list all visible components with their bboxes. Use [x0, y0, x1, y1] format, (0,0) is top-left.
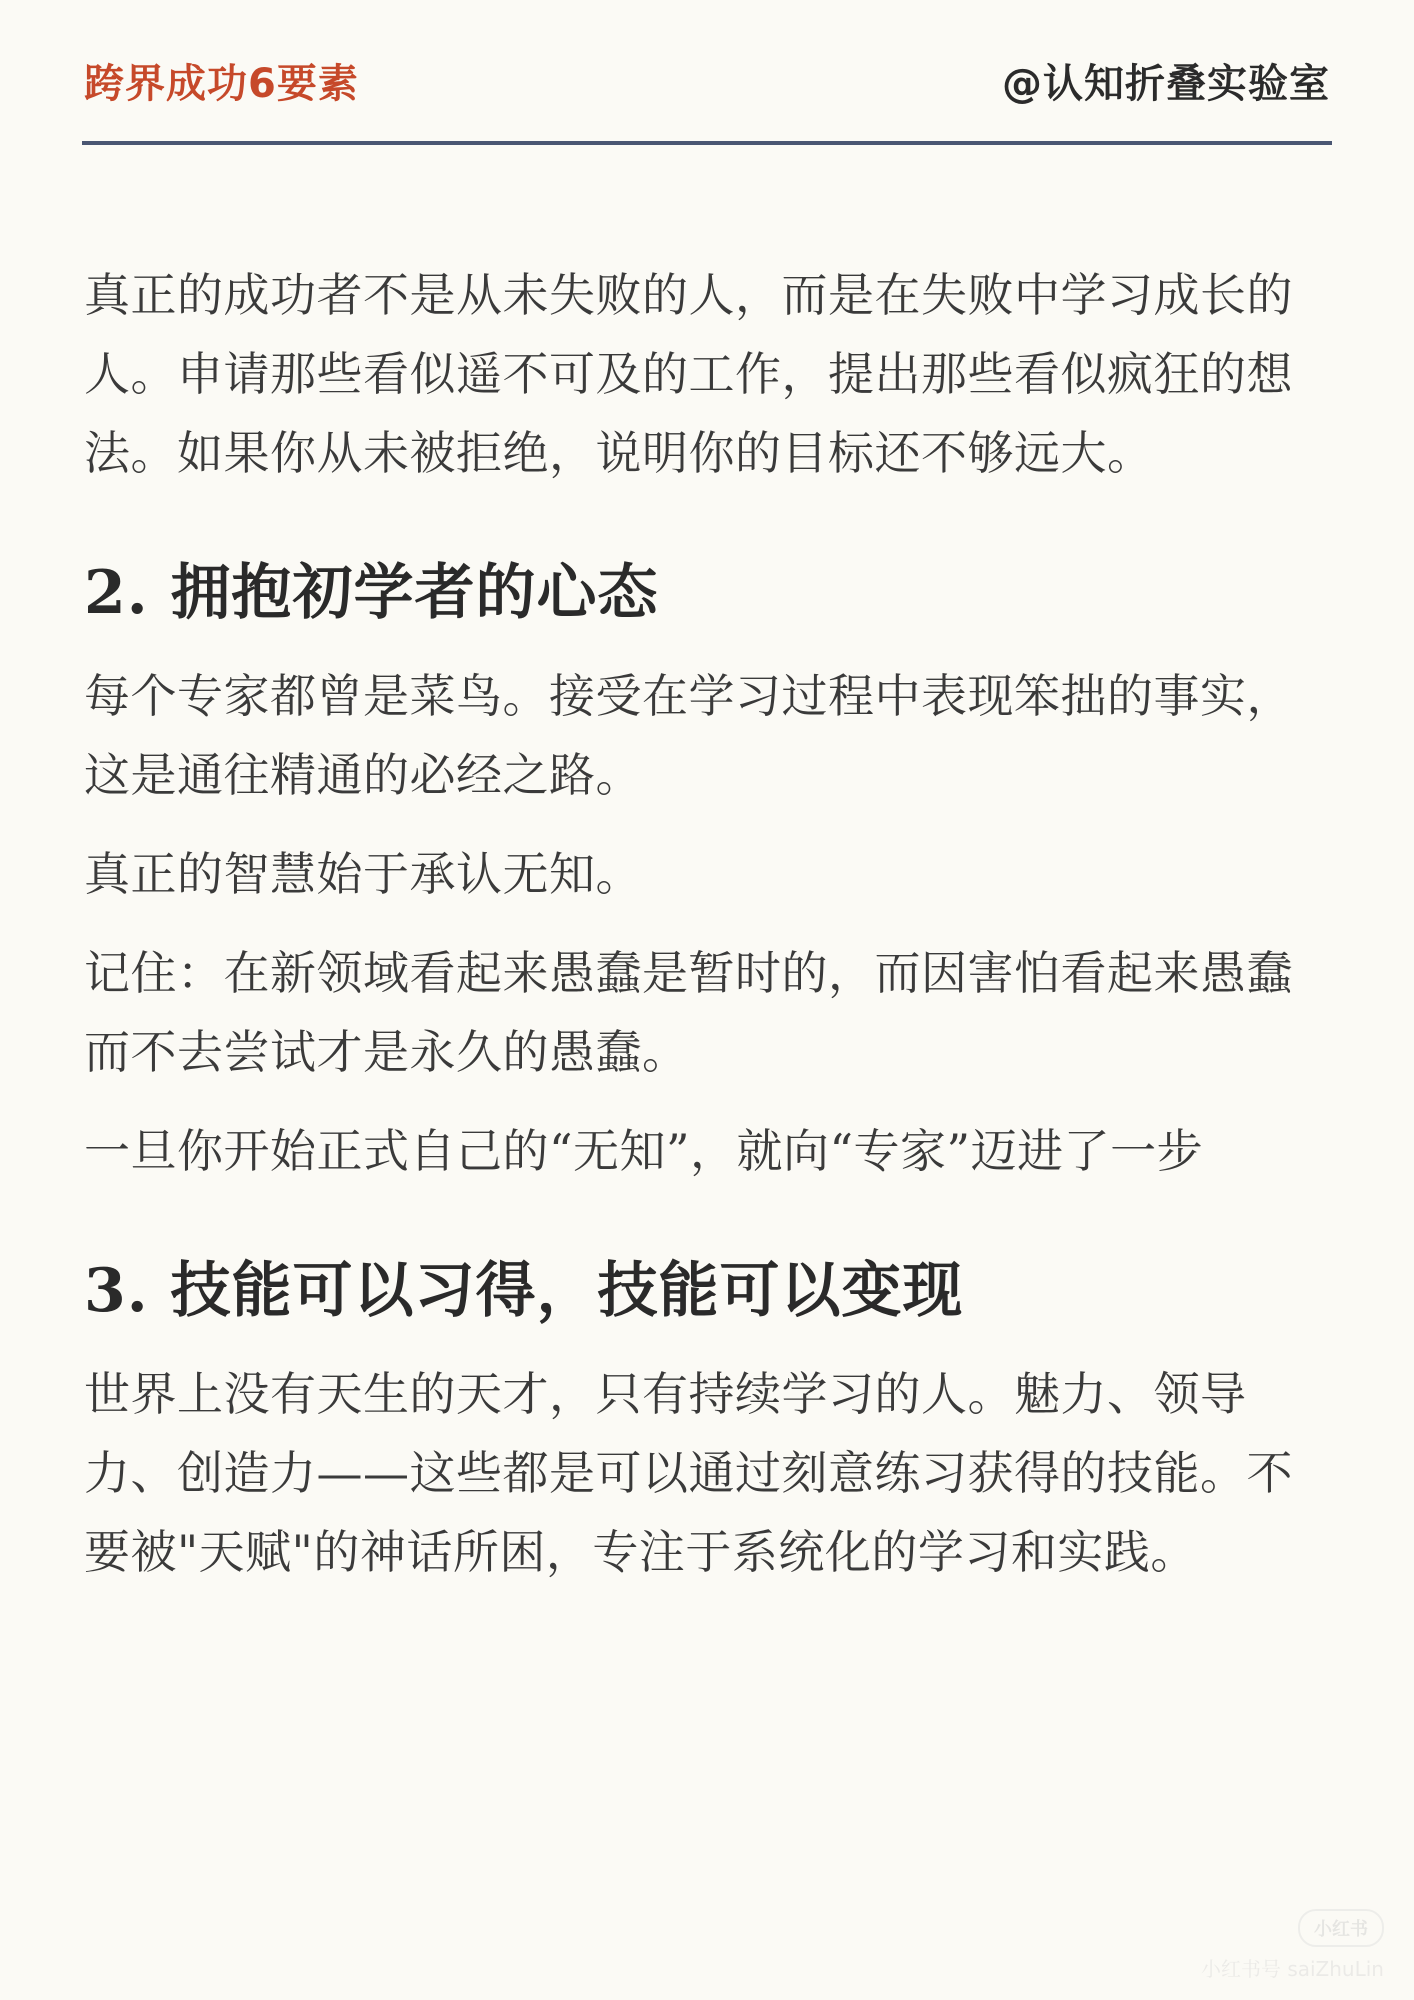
section-3-heading: 3. 技能可以习得，技能可以变现 [84, 1256, 964, 1326]
section-3-paragraph: 世界上没有天生的天才，只有持续学习的人。魅力、领导力、创造力——这些都是可以通过刻意练习获得的技能。不要被"天赋"的神话所困，专注于系统化的学习和实践。 [84, 1367, 1293, 1579]
intro-paragraph: 真正的成功者不是从未失败的人，而是在失败中学习成长的人。申请那些看似遥不可及的工作，提出那些看似疯狂的想法。如果你从未被拒绝，说明你的目标还不够远大。 [84, 268, 1293, 480]
watermark-id: 小红书号 saiZhuLin [1200, 1957, 1384, 1981]
page-header [84, 48, 1330, 112]
author-handle: @认知折叠实验室 [1002, 60, 1330, 107]
header-divider [82, 141, 1332, 145]
series-title: 跨界成功6要素 [84, 60, 359, 107]
section-2-heading: 2. 拥抱初学者的心态 [84, 558, 659, 628]
section-2-paragraph: 真正的智慧始于承认无知。 [84, 847, 642, 901]
section-2-paragraph: 一旦你开始正式自己的“无知”，就向“专家”迈进了一步 [84, 1124, 1204, 1178]
article-body [84, 256, 1334, 1592]
watermark [1201, 1909, 1384, 1982]
section-2-paragraph: 记住：在新领域看起来愚蠢是暂时的，而因害怕看起来愚蠢而不去尝试才是永久的愚蠢。 [84, 946, 1293, 1079]
platform-logo: 小红书 [1298, 1909, 1384, 1947]
section-2-paragraph: 每个专家都曾是菜鸟。接受在学习过程中表现笨拙的事实，这是通往精通的必经之路。 [84, 669, 1293, 802]
